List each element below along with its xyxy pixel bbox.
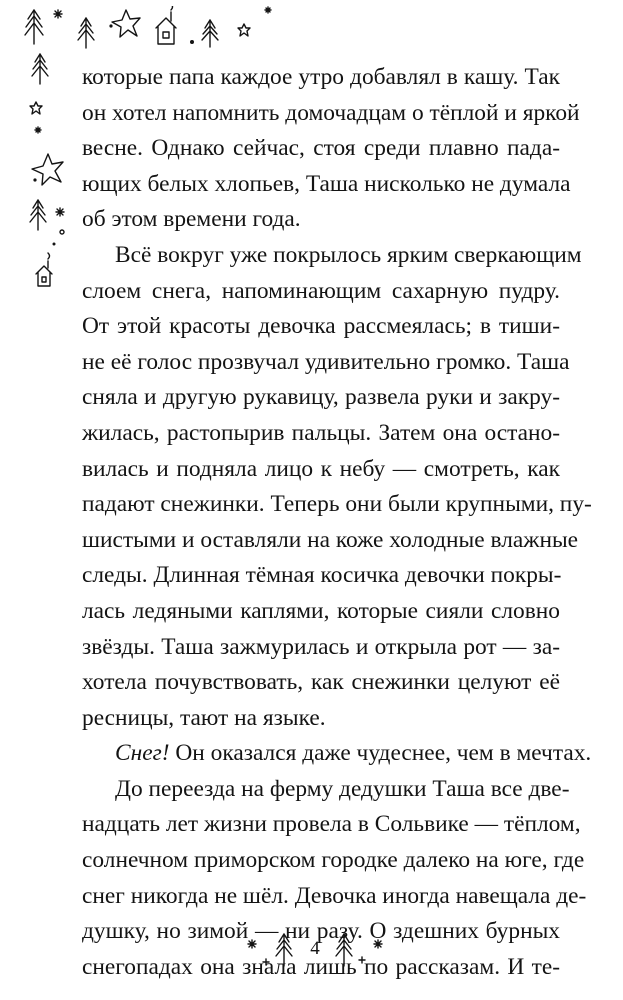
pine-tree-icon <box>276 934 292 966</box>
text-line: вилась и подняла лицо к небу — смотреть, как <box>82 455 560 482</box>
text-line: которые папа каждое утро добавлял в кашу. Так <box>82 64 560 90</box>
pine-tree-icon <box>25 10 43 44</box>
text-line: шистыми и оставляли на коже холодные влажные <box>82 526 579 553</box>
text-line: он хотел напомнить домочадцам о тёплой и яркой <box>82 99 580 126</box>
star-icon <box>238 24 250 36</box>
top-ornament <box>14 6 294 50</box>
text-line: ресницы, тают на языке. <box>82 704 326 731</box>
house-icon <box>36 253 52 286</box>
text-line <box>82 736 592 772</box>
pine-tree-icon <box>202 20 218 47</box>
text-line: надцать лет жизни провела в Сольвике — тёплом, <box>82 811 581 838</box>
star-icon <box>248 940 256 948</box>
page-number: 4 <box>310 938 320 959</box>
star-icon <box>56 208 64 216</box>
text-line: ющих белых хлопьев, Таша нисколько не думала <box>82 170 571 197</box>
text-line: снегопадах она знала лишь по рассказам. И те- <box>82 953 560 980</box>
text-line: От этой красоты девочка рассмеялась; в тиши- <box>82 313 560 340</box>
text-line: следы. Длинная тёмная косичка девочки покры- <box>82 562 562 589</box>
bottom-ornament-right <box>328 930 398 978</box>
text-line: До переезда на ферму дедушки Таша все две- <box>115 775 570 802</box>
paragraph <box>82 736 592 772</box>
star-icon <box>112 10 140 37</box>
text-line: сняла и другую рукавицу, развела руки и закру- <box>82 384 560 411</box>
text-line: об этом времени года. <box>82 206 301 233</box>
text-line: звёзды. Таша зажмурилась и открыла рот — за- <box>82 633 560 660</box>
text-line: падают снежинки. Теперь они были крупными, пу- <box>82 491 592 518</box>
star-icon <box>54 10 62 18</box>
pine-tree-icon <box>336 934 352 966</box>
text-line: Всё вокруг уже покрылось ярким сверкающим <box>115 241 582 268</box>
star-icon <box>374 940 382 948</box>
bottom-ornament-left <box>240 930 302 978</box>
italic-exclamation: Снег! <box>115 740 170 767</box>
star-icon <box>35 127 41 133</box>
house-icon <box>156 6 176 44</box>
text-line: хотела почувствовать, как снежинки целуют её <box>82 669 560 696</box>
text-line: душку, но зимой — ни разу. О здешних бурных <box>82 918 560 945</box>
body-text <box>82 60 592 985</box>
star-icon <box>359 957 365 963</box>
pine-tree-icon <box>30 200 46 230</box>
star-icon <box>32 154 63 185</box>
text-line: жилась, растопырив пальцы. Затем она остано- <box>82 419 560 446</box>
text-line: снег никогда не шёл. Девочка иногда навещала де- <box>82 882 587 909</box>
text-line: весне. Однако сейчас, стоя среди плавно пада- <box>82 135 560 162</box>
text-line: солнечном приморском городке далеко на юге, где <box>82 847 585 874</box>
star-icon <box>265 7 271 13</box>
paragraph <box>82 60 580 238</box>
text-fragment: Он оказался даже чудеснее, чем в мечтах. <box>169 740 592 767</box>
text-line: не её голос прозвучал удивительно громко. Таша <box>82 348 570 375</box>
text-line: лась ледяными каплями, которые сияли словно <box>82 597 560 624</box>
star-icon <box>263 959 269 965</box>
pine-tree-icon <box>78 18 94 48</box>
pine-tree-icon <box>32 54 48 84</box>
paragraph <box>82 238 592 736</box>
text-line: слоем снега, напоминающим сахарную пудру. <box>82 277 560 304</box>
left-ornament <box>20 50 82 300</box>
star-icon <box>30 102 42 114</box>
